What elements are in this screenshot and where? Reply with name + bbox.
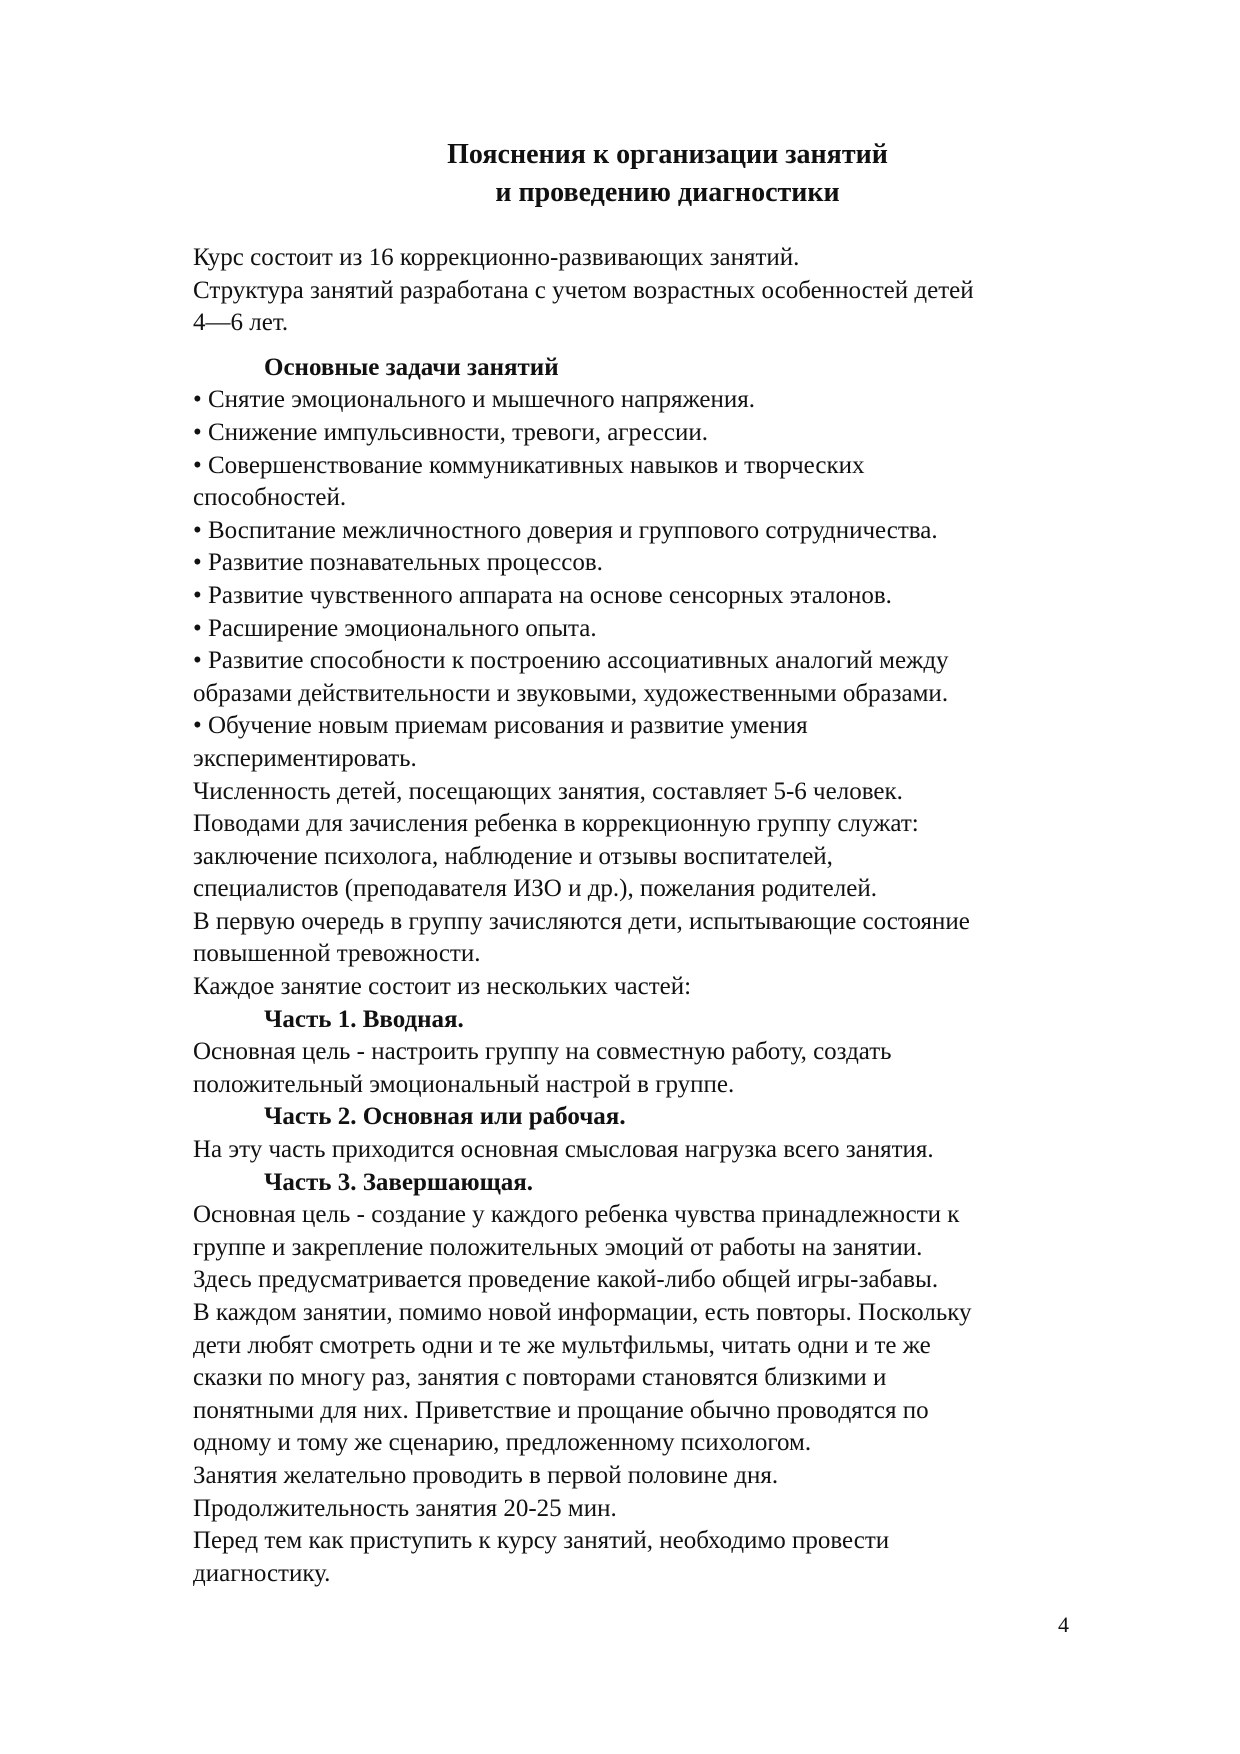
title-line-1: Пояснения к организации занятий [447, 139, 888, 170]
part3-heading: Часть 3. Завершающая. [264, 1168, 533, 1196]
tasks-list [193, 384, 1093, 1003]
text-line: Здесь предусматривается проведение какой-либо общей игры-забавы. [193, 1266, 939, 1294]
list-item: • Воспитание межличностного доверия и группового сотрудничества. [193, 516, 938, 544]
text-line: понятными для них. Приветствие и прощание обычно проводятся по [193, 1396, 929, 1424]
text-line: Основная цель - настроить группу на совместную работу, создать [193, 1038, 892, 1066]
text-line: Основная цель - создание у каждого ребенка чувства принадлежности к [193, 1201, 960, 1229]
list-item: способностей. [193, 484, 347, 512]
text-line: положительный эмоциональный настрой в группе. [193, 1070, 735, 1098]
text-line: Курс состоит из 16 коррекционно-развивающих занятий. [193, 244, 800, 271]
text-line: диагностику. [193, 1559, 331, 1587]
text-line: группе и закрепление положительных эмоций от работы на занятии. [193, 1233, 923, 1261]
list-item: • Снижение импульсивности, тревоги, агрессии. [193, 418, 708, 446]
list-item: • Развитие познавательных процессов. [193, 549, 603, 577]
list-item: • Расширение эмоционального опыта. [193, 614, 597, 642]
text-line: повышенной тревожности. [193, 940, 481, 968]
text-line: Поводами для зачисления ребенка в коррекционную группу служат: [193, 810, 919, 838]
text-line: Каждое занятие состоит из нескольких частей: [193, 973, 692, 1001]
list-item: • Совершенствование коммуникативных навыков и творческих [193, 451, 865, 479]
text-line: Численность детей, посещающих занятия, составляет 5-6 человек. [193, 777, 903, 805]
tasks-heading: Основные задачи занятий [264, 353, 559, 381]
text-line: дети любят смотреть одни и те же мультфильмы, читать одни и те же [193, 1331, 931, 1359]
text-line: специалистов (преподавателя ИЗО и др.), пожелания родителей. [193, 875, 877, 903]
text-line: На эту часть приходится основная смысловая нагрузка всего занятия. [193, 1136, 934, 1164]
text-line: Продолжительность занятия 20-25 мин. [193, 1494, 617, 1522]
text-line: Перед тем как приступить к курсу занятий, необходимо провести [193, 1527, 890, 1555]
text-line: В первую очередь в группу зачисляются дети, испытывающие состояние [193, 907, 970, 935]
text-line: сказки по многу раз, занятия с повторами становятся близкими и [193, 1364, 887, 1392]
document-body [193, 242, 1093, 1590]
text-line: В каждом занятии, помимо новой информации, есть повторы. Поскольку [193, 1299, 972, 1326]
text-line: одному и тому же сценарию, предложенному психологом. [193, 1429, 812, 1457]
page-title [0, 136, 1240, 212]
intro-paragraph [193, 242, 1093, 340]
list-item: • Развитие чувственного аппарата на основе сенсорных эталонов. [193, 581, 892, 609]
text-line: заключение психолога, наблюдение и отзывы воспитателей, [193, 842, 833, 870]
list-item: экспериментировать. [193, 744, 417, 772]
part1-heading: Часть 1. Вводная. [264, 1005, 464, 1033]
text-line: 4—6 лет. [193, 309, 289, 337]
page-number: 4 [1058, 1612, 1069, 1637]
part2-heading: Часть 2. Основная или рабочая. [264, 1103, 626, 1131]
text-line: Структура занятий разработана с учетом возрастных особенностей детей [193, 276, 974, 304]
list-item: • Развитие способности к построению ассоциативных аналогий между [193, 647, 949, 675]
text-line: Занятия желательно проводить в первой половине дня. [193, 1461, 779, 1489]
list-item: образами действительности и звуковыми, художественными образами. [193, 679, 949, 707]
list-item: • Обучение новым приемам рисования и развитие умения [193, 712, 808, 740]
title-line-2: и проведению диагностики [495, 177, 840, 208]
list-item: • Снятие эмоционального и мышечного напряжения. [193, 386, 755, 414]
